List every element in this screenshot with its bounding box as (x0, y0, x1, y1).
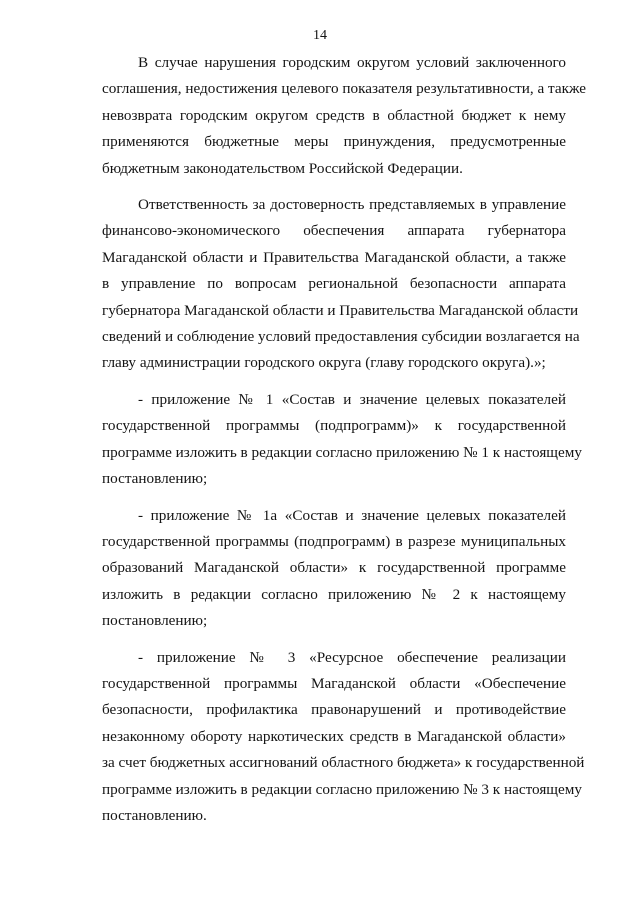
text-line: программе изложить в редакции согласно приложению № 1 к настоящему (102, 443, 582, 461)
paragraph-appendix-3 (102, 645, 585, 830)
text-line: за счет бюджетных ассигнований областного бюджета» к государственной (102, 754, 585, 772)
text-line: постановлению. (102, 806, 207, 824)
text-line: - приложение № 1 «Состав и значение целевых показателей (138, 390, 566, 408)
text-line: государственной программы (подпрограмм)» к государственной (102, 417, 566, 435)
text-line: государственной программы (подпрограмм) в разрезе муниципальных (102, 532, 566, 550)
document-body (102, 50, 586, 839)
text-line: - приложение № 3 «Ресурсное обеспечение реализации (138, 648, 566, 666)
text-line: программе изложить в редакции согласно приложению № 3 к настоящему (102, 780, 582, 798)
text-line: Ответственность за достоверность представляемых в управление (138, 196, 566, 214)
text-line: невозврата городским округом средств в областной бюджет к нему (102, 106, 566, 124)
text-line: образований Магаданской области» к государственной программе (102, 559, 566, 577)
paragraph-appendix-1a (102, 503, 566, 635)
text-line: - приложение № 1а «Состав и значение целевых показателей (138, 506, 566, 524)
text-line: главу администрации городского округа (главу городского округа).»; (102, 354, 546, 372)
text-line: сведений и соблюдение условий предоставления субсидии возлагается на (102, 328, 580, 346)
page-number: 14 (313, 28, 327, 43)
text-line: финансово-экономического обеспечения аппарата губернатора (102, 222, 566, 240)
text-line: губернатора Магаданской области и Правительства Магаданской области (102, 301, 579, 319)
text-line: незаконному обороту наркотических средств в Магаданской области» (102, 727, 566, 745)
paragraph-violation (102, 50, 586, 182)
text-line: постановлению; (102, 612, 208, 630)
text-line: соглашения, недостижения целевого показателя результативности, а также (102, 80, 586, 98)
text-line: бюджетным законодательством Российской Федерации. (102, 159, 463, 177)
paragraph-appendix-1 (102, 387, 582, 493)
text-line: постановлению; (102, 470, 208, 488)
text-line: безопасности, профилактика правонарушений и противодействие (102, 701, 566, 719)
text-line: государственной программы Магаданской области «Обеспечение (102, 674, 566, 692)
text-line: в управление по вопросам региональной безопасности аппарата (102, 275, 566, 293)
text-line: применяются бюджетные меры принуждения, предусмотренные (102, 133, 566, 151)
paragraph-responsibility (102, 192, 580, 377)
text-line: изложить в редакции согласно приложению № 2 к настоящему (102, 585, 566, 603)
text-line: Магаданской области и Правительства Магаданской области, а также (102, 248, 566, 266)
text-line: В случае нарушения городским округом условий заключенного (138, 54, 566, 71)
